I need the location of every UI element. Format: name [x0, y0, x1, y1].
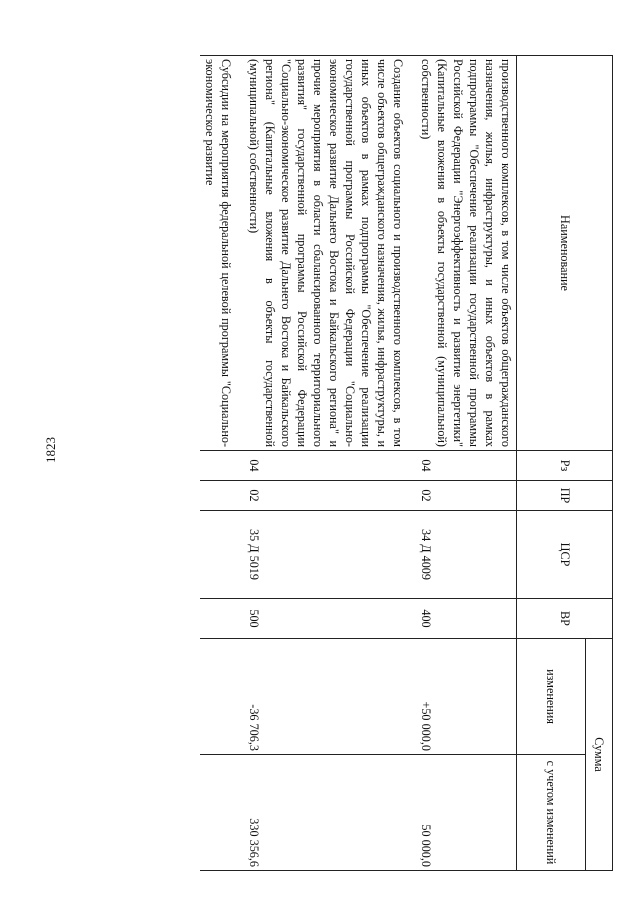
row-csr: 34 Д 4009: [416, 511, 517, 599]
row-pr: 02: [244, 481, 408, 511]
row-rz: [200, 451, 236, 481]
row-vr: 400: [416, 599, 517, 639]
table-row: [416, 56, 517, 871]
row-name: Создание объектов социального и производственного комплексов, в том числе объектов общегражданского назначения, жилья, инфраструктуры, и иных объектов в рамках подпрограммы "Обеспечение реализации государственной программы Российской Федерации "Социально-экономическое развитие Дальнего Востока и Байкальского региона" и прочие мероприятия в области сбалансированного территориального развития" государственной программы Российской Федерации "Социально-экономическое развитие Дальнего Востока и Байкальского региона" (Капитальные вложения в объекты государственной (муниципальной) собственности): [244, 56, 408, 451]
row-pr: 02: [416, 481, 517, 511]
table-row: [200, 56, 236, 871]
table-row: [244, 56, 408, 871]
row-vr: 500: [244, 599, 408, 639]
row-total: 50 000,0: [416, 755, 517, 871]
row-csr: [200, 511, 236, 599]
row-pr: [200, 481, 236, 511]
row-vr: [200, 599, 236, 639]
header-change: изменения: [517, 639, 586, 755]
row-total: [200, 755, 236, 871]
row-change: [200, 639, 236, 755]
row-csr: 35 Д 5019: [244, 511, 408, 599]
header-pr: ПР: [517, 481, 613, 511]
budget-table: [200, 55, 613, 871]
row-rz: 04: [244, 451, 408, 481]
row-name: производственного комплексов, в том числе объектов общегражданского назначения, жилья, инфраструктуры, и иных объектов в рамках подпрограммы "Обеспечение реализации государственной программы Российской Федерации "Энергоэффективность и развитие энергетики" (Капитальные вложения в объекты государственной (муниципальной) собственности): [416, 56, 517, 451]
row-rz: 04: [416, 451, 517, 481]
table-container: [58, 55, 613, 870]
header-name: Наименование: [517, 56, 613, 451]
header-with-change: с учетом изменений: [517, 755, 586, 871]
row-change: -36 706,3: [244, 639, 408, 755]
row-total: 330 356,6: [244, 755, 408, 871]
row-change: +50 000,0: [416, 639, 517, 755]
header-sum: Сумма: [586, 639, 613, 871]
header-csr: ЦСР: [517, 511, 613, 599]
header-rz: Рз: [517, 451, 613, 481]
page-number: 1823: [43, 437, 58, 463]
header-vr: ВР: [517, 599, 613, 639]
row-name: Субсидии на мероприятия федеральной целевой программы "Социально-экономическое развитие: [200, 56, 236, 451]
